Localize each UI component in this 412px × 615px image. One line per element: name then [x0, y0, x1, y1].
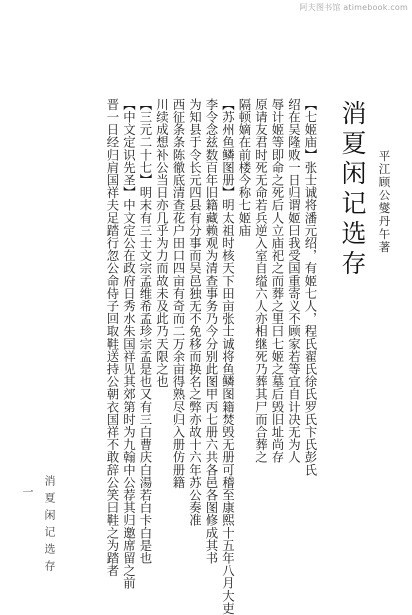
- text-column: 为知县于令长元四县有分事而吴邑独无不免移而换名之弊亦故十六年苏公奏准: [187, 98, 203, 527]
- page-number: 一: [21, 486, 34, 497]
- text-column: 绍在吴隆败一日归谓姬曰我受国重寄义不顾家若等宜自计决无为人: [286, 98, 302, 464]
- running-title: 消夏闲记选存: [43, 475, 56, 577]
- text-column: 【苏州鱼鳞图册】明太祖时核天下田亩张士诚将鱼鳞图籍焚毁无册可稽至康熙十五年八月大吏: [220, 98, 236, 615]
- text-column: 辱计姬等即命之死后人立庙祀之而葬之里曰七姬之墓后毁旧址尚存: [270, 98, 285, 464]
- text-column: 李令念兹数百年旧籍藏赖观为清查事务乃今分别此图甲丙七册六共各邑各图修成其书: [204, 98, 219, 565]
- text-column: 晋一日经归肩国祥夫足踏行忽公命侍子回取鞋送持公朝衣国祥不敢辞公笑曰鞋之为踏者: [105, 98, 120, 577]
- watermark: 阿夫图书馆 atimebook.com: [299, 3, 408, 12]
- text-column: 原请友君时死无命若兵逆入室自缢六人亦相继死乃葬其尸而合葬之: [253, 98, 269, 464]
- text-column: 【中文定识先圣】中文定公在政府日秀水朱国祥见其郊第时为九翰中公荐其归邀席留之前: [121, 98, 137, 590]
- text-column: 西征条条陈徹底清查花户田口四亩有奇而二万余亩得熟尽归入册仿册籍: [171, 98, 186, 489]
- author-line: 平江顾公燮丹午著: [377, 150, 392, 254]
- text-column: 【七姬庙】张士诚将潘元绍，有姬七人，程氏翟氏徐氏罗氏卞氏彭氏: [303, 98, 318, 476]
- text-column: 隔顿嫡在前楼今称七姬庙: [237, 98, 252, 237]
- text-column: 【三元二十七】明末有三士文宗孟维希孟珍宗孟是也又有三白曹庆白湯若白卡白是也: [138, 98, 153, 565]
- book-title: 消夏闲记选存: [338, 100, 367, 280]
- text-column: 川续成想补公当日亦几乎为力而故未及此乃天限之也: [154, 98, 170, 388]
- body-text: [26, 98, 318, 615]
